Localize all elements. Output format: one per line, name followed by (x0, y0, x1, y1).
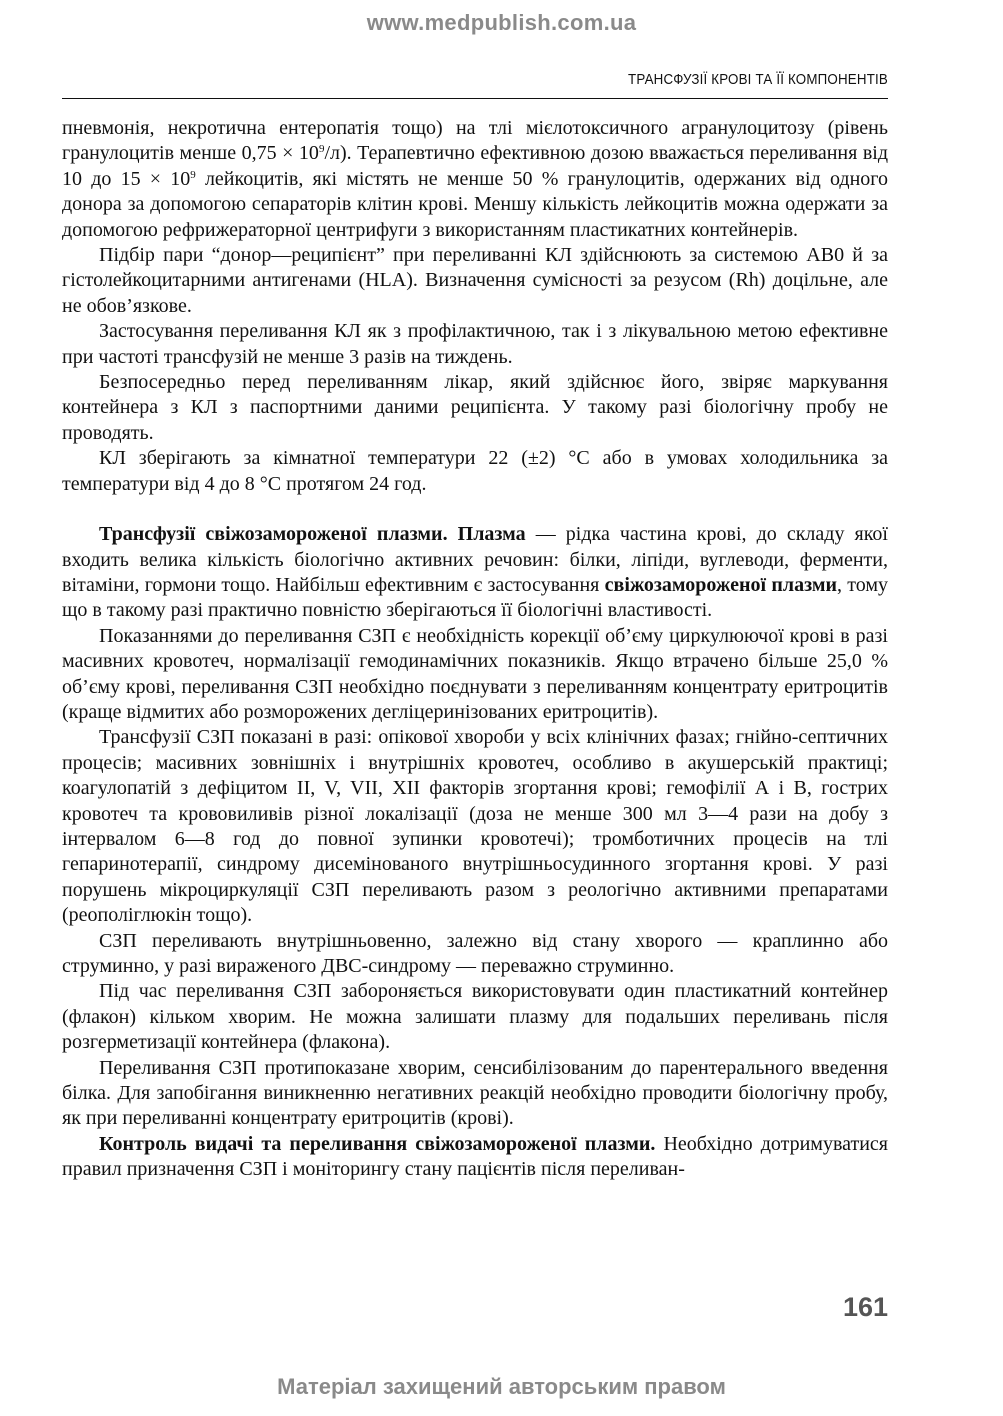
paragraph-1 (62, 116, 888, 243)
paragraph-1-text-a: пневмонія, некротична ентеропатія тощо) на тлі мієлотоксичного агранулоцитозу (рівень гранулоцитів менше 0,75 × 10 (62, 117, 888, 165)
paragraph-12-text: Необхідно дотримуватися правил призначення СЗП і моніторингу стану пацієнтів після переливан- (62, 1132, 889, 1181)
paragraph-1-text-b: /л). Терапевтично ефективною дозою вважається переливання від 10 до 15 × 10 (62, 142, 888, 190)
site-url-watermark: www.medpublish.com.ua (366, 10, 637, 35)
paragraph-6-text-1: — рідка частина крові, до складу якої входить велика кількість біологічно активних речовин: білки, ліпіди, вуглеводи, ферменти, вітаміни, гормони тощо. Найбільш ефективним є застосування (62, 523, 888, 596)
paragraph-9: СЗП переливають внутрішньовенно, залежно від стану хворого — краплинно або струминно, у разі вираженого ДВС-синдрому — переважно струминно. (62, 929, 888, 977)
header-rule (62, 98, 888, 99)
subsection-heading: Контроль видачі та переливання свіжозамороженої плазми. (99, 1132, 656, 1155)
running-header: ТРАНСФУЗІЇ КРОВІ ТА ЇЇ КОМПОНЕНТІВ (628, 72, 888, 88)
bold-term: свіжозамороженої плазми (604, 573, 837, 596)
exponent: 9 (190, 168, 196, 181)
section-intro-paragraph (62, 522, 888, 624)
paragraph-7: Показаннями до переливання СЗП є необхідність корекції об’єму циркулюючої крові в разі масивних кровотеч, нормалізації гемодинамічних показників. Якщо втрачено більше 25,0 % об’єму крові, переливання СЗП необхідно поєднувати з переливанням концентрату еритроцитів (краще відмитих або розморожених деглiцеринізованих еритроцитів). (62, 624, 888, 723)
exponent: 9 (318, 143, 325, 156)
page-body (62, 116, 888, 1183)
paragraph-11: Переливання СЗП протипоказане хворим, сенсибілізованим до парентерального введення білка. Для запобігання виникненню негативних реакцій необхідно проводити біологічну пробу, як при переливанні концентрату еритроцитів (крові). (62, 1056, 888, 1130)
paragraph-12 (62, 1132, 888, 1183)
paragraph-8: Трансфузії СЗП показані в разі: опікової хвороби у всіх клінічних фазах; гнійно-септичних процесів; масивних зовнішніх і внутрішніх кровотеч, особливо в акушерській практиці; коагулопатій з дефіцитом II, V, VII, XII факторів згортання крові; гемофілії А і В, гострих кровотеч та крововиливів різної локалізації (доза не менше 300 мл 3—4 рази на добу з інтервалом 6—8 год до повної зупинки кровотечі); тромботичних процесів на тлі гепаринотерапії, синдрому дисемінованого внутрішньосудинного згортання крові. У разі порушень мікроциркуляції СЗП переливають разом з реологічно активними препаратами (реополіглюкін тощо). (62, 726, 888, 927)
paragraph-5: КЛ зберігають за кімнатної температури 22 (±2) °С або в умовах холодильника за температури від 4 до 8 °С протягом 24 год. (62, 447, 888, 495)
paragraph-1-text-c: лейкоцитів, які містять не менше 50 % гранулоцитів, одержаних від одного донора за допомогою сепараторів клітин крові. Меншу кількість лейкоцитів можна одержати за допомогою рефрижераторної центрифуги з використанням пластикатних контейнерів. (62, 167, 888, 241)
paragraph-3: Застосування переливання КЛ як з профілактичною, так і з лікувальною метою ефективне при частоті трансфузій не менше 3 разів на тиждень. (62, 320, 888, 368)
section-heading: Трансфузії свіжозамороженої плазми. Плазма (99, 523, 526, 546)
paragraph-10: Під час переливання СЗП забороняється використовувати один пластикатний контейнер (флакон) кільком хворим. Не можна залишати плазму для подальших переливань після розгерметизації контейнера (флакона). (62, 980, 888, 1054)
paragraph-4: Безпосередньо перед переливанням лікар, який здійснює його, звіряє маркування контейнера з КЛ з паспортними даними реципієнта. У такому разі біологічну пробу не проводять. (62, 371, 888, 444)
copyright-notice: Матеріал захищений авторським правом (277, 1374, 726, 1399)
paragraph-6-text-2: , тому що в такому разі практично повністю зберігаються її біологічні властивості. (62, 573, 888, 622)
page-number: 161 (842, 1292, 888, 1322)
paragraph-2: Підбір пари “донор—реципієнт” при переливанні КЛ здійснюють за системою АВ0 й за гістолейкоцитарними антигенами (HLA). Визначення сумісності за резусом (Rh) доцільне, але не обов’язкове. (62, 244, 888, 317)
